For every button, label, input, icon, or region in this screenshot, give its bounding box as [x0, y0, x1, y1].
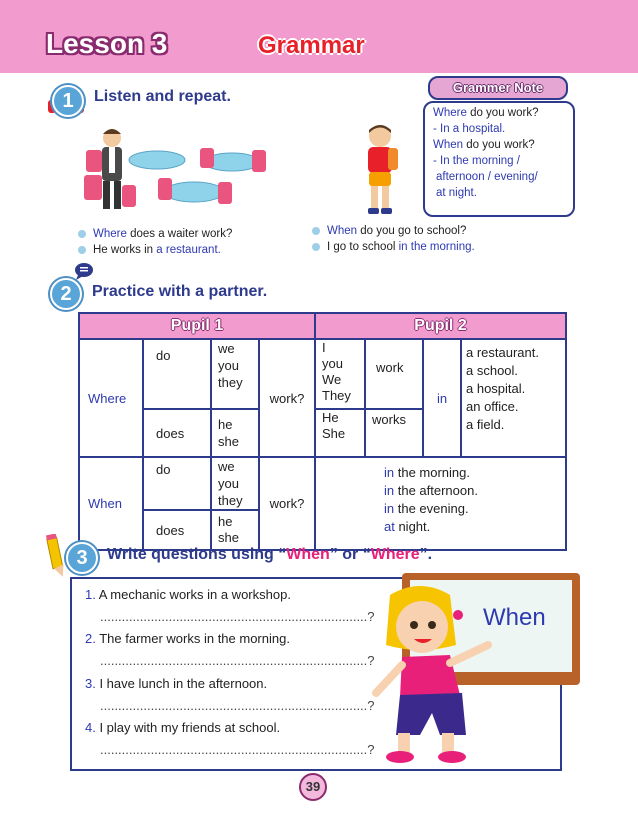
- bullet-icon: [312, 243, 320, 251]
- subject: We: [322, 372, 342, 387]
- bullet-icon: [78, 230, 86, 238]
- work-verb: work: [376, 360, 404, 375]
- pronoun: you: [218, 358, 239, 373]
- pronoun: we: [218, 459, 235, 474]
- subject: He: [322, 410, 339, 425]
- place: an office.: [466, 399, 519, 414]
- pronoun: she: [218, 434, 239, 449]
- time-phrase: at night.: [384, 519, 431, 534]
- note-when: When: [433, 139, 464, 151]
- restaurant-illustration: [82, 120, 272, 225]
- place: a restaurant.: [466, 345, 539, 360]
- pupil-2-header: Pupil 2: [315, 313, 566, 339]
- bullet-icon: [78, 246, 86, 254]
- place: a hospital.: [466, 381, 526, 396]
- note-line6: at night.: [436, 187, 477, 199]
- work-question: work?: [269, 496, 305, 511]
- subject: They: [322, 388, 351, 403]
- grammar-table: [78, 312, 567, 551]
- question-2: The farmer works in the morning.: [95, 631, 290, 646]
- place: a school.: [466, 363, 519, 378]
- pronoun: we: [218, 341, 235, 356]
- pronoun: they: [218, 493, 243, 508]
- works-verb: works: [372, 412, 406, 427]
- grammar-note-label: Grammer Note: [428, 76, 568, 100]
- pupil-1-header: Pupil 1: [79, 313, 315, 339]
- section-3-number: 3: [66, 542, 98, 574]
- pronoun: he: [218, 514, 233, 529]
- note-line4: - In the morning /: [433, 155, 520, 167]
- time-phrase: in the evening.: [384, 501, 469, 516]
- question-1: A mechanic works in a workshop.: [95, 587, 291, 602]
- does-word: does: [156, 425, 185, 441]
- section-3-title: Write questions using “When” or “Where”.: [107, 546, 433, 563]
- note-line5: afternoon / evening/: [436, 171, 538, 183]
- question-3: I have lunch in the afternoon.: [95, 676, 268, 691]
- subject: you: [322, 356, 343, 371]
- schoolboy-illustration: [358, 122, 402, 223]
- section-1-number: 1: [52, 85, 84, 117]
- pronoun: he: [218, 417, 233, 432]
- pencil-icon: [44, 534, 66, 585]
- whiteboard-word: When: [483, 604, 546, 631]
- lesson-title: Lesson 3: [46, 28, 168, 59]
- pronoun: they: [218, 375, 243, 390]
- do-word: do: [156, 348, 171, 363]
- exercise-box: 1. A mechanic works in a workshop. ..........................................................................? 2. The farmer works in the morning. ..........................................................................? 3. I have lunch in the afternoon. ..........................................................................? 4. I play with my friends at school. ..........................................................................?: [70, 577, 562, 771]
- note-line1: do you work?: [466, 107, 539, 119]
- example-sentence-3: When do you go to school?: [312, 225, 466, 237]
- answer-line-1[interactable]: ..........................................................................?: [100, 609, 375, 624]
- in-word: in: [436, 390, 448, 406]
- section-2-number: 2: [50, 278, 82, 310]
- place: a field.: [466, 417, 505, 432]
- note-line3: do you work?: [463, 139, 535, 151]
- grammar-note-box: [423, 101, 575, 217]
- topic-title: Grammar: [258, 32, 365, 59]
- example-sentence-2: He works in a restaurant.: [78, 244, 221, 256]
- girl-illustration: [370, 585, 510, 780]
- pronoun: she: [218, 530, 239, 545]
- work-question: work?: [269, 390, 305, 406]
- answer-line-2[interactable]: ..........................................................................?: [100, 653, 375, 668]
- does-word: does: [156, 522, 185, 538]
- page-number: 39: [299, 773, 327, 801]
- answer-line-3[interactable]: ..........................................................................?: [100, 698, 375, 713]
- pronoun: you: [218, 476, 239, 491]
- time-phrase: in the afternoon.: [384, 483, 478, 498]
- section-1-title: Listen and repeat.: [94, 88, 231, 105]
- where-word: Where: [88, 390, 127, 406]
- note-line2: - In a hospital.: [433, 123, 506, 135]
- note-where: Where: [433, 107, 467, 119]
- do-word: do: [156, 462, 171, 477]
- example-sentence-4: I go to school in the morning.: [312, 241, 475, 253]
- answer-line-4[interactable]: ..........................................................................?: [100, 742, 375, 757]
- question-4: I play with my friends at school.: [95, 720, 281, 735]
- section-2-title: Practice with a partner.: [92, 283, 268, 300]
- subject: I: [322, 340, 326, 355]
- example-sentence-1: Where does a waiter work?: [78, 228, 232, 240]
- subject: She: [322, 426, 346, 441]
- time-phrase: in the morning.: [384, 465, 470, 480]
- when-word: When: [88, 496, 122, 511]
- bullet-icon: [312, 227, 320, 235]
